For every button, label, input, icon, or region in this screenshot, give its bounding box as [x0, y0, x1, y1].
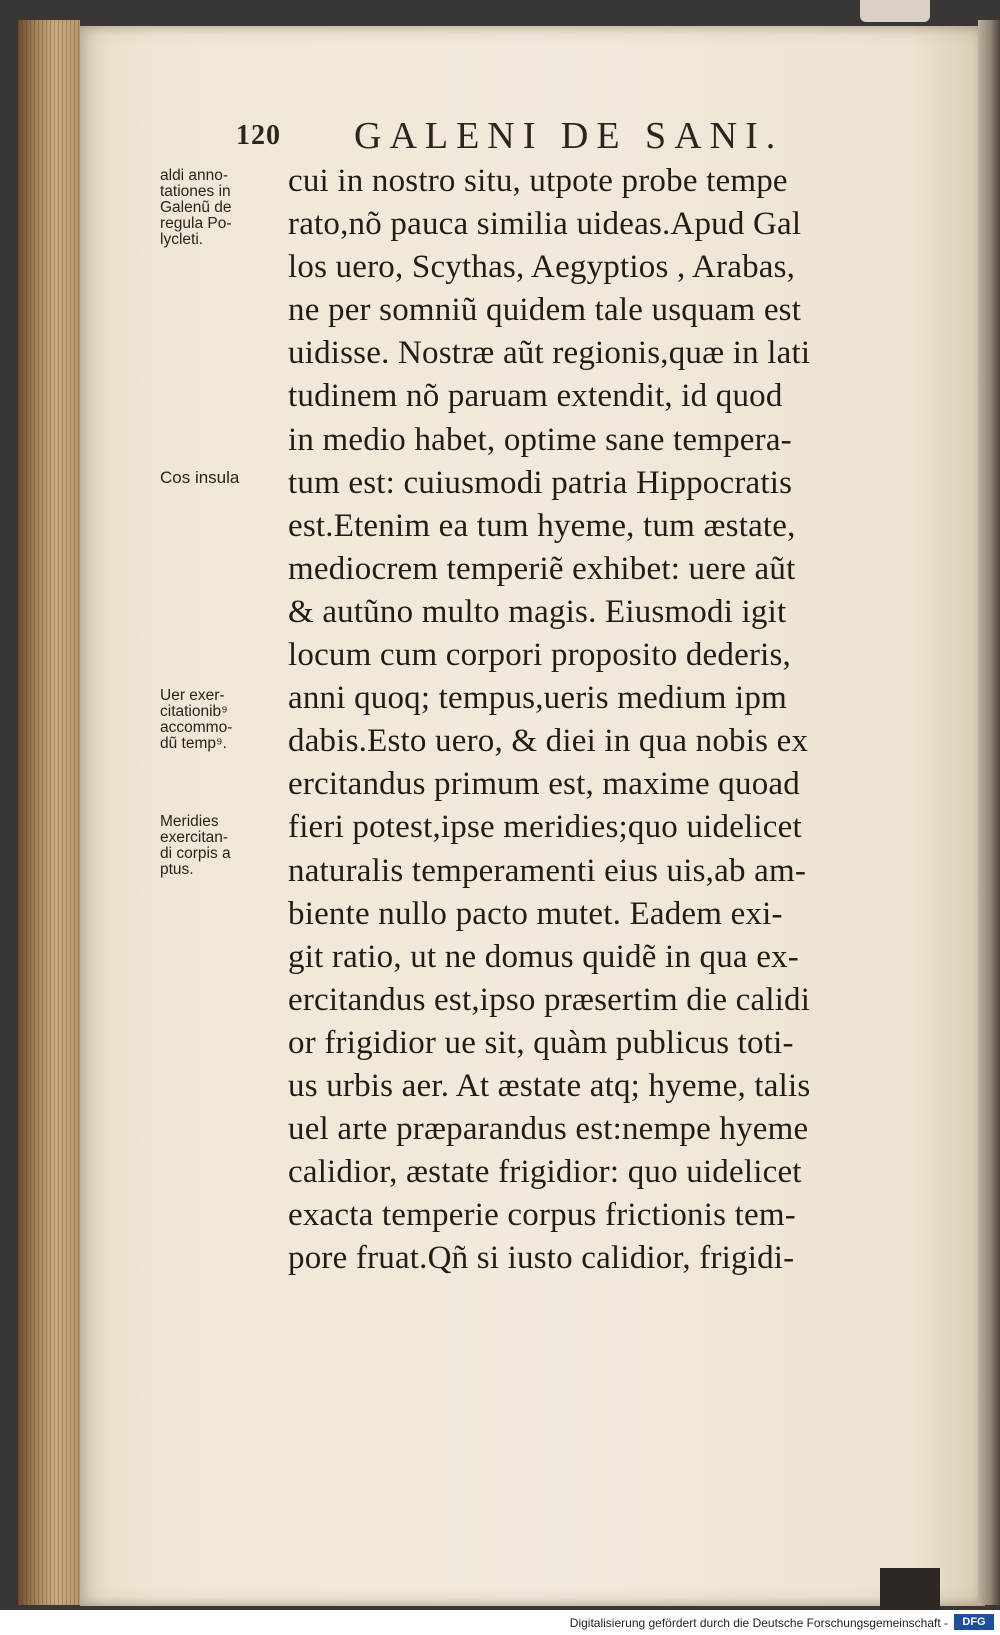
text-line: fieri potest,ipse meridies;quo uidelicet [288, 809, 802, 846]
footer-bar [0, 1610, 1000, 1635]
text-line: pore fruat.Qñ si iusto calidior, frigidi- [288, 1240, 795, 1277]
page-number: 120 [236, 120, 281, 151]
marginal-note-line: ptus. [160, 861, 194, 878]
text-line: or frigidior ue sit, quàm publicus toti- [288, 1024, 794, 1061]
marginal-note [160, 470, 288, 486]
text-line: anni quoq; tempus,ueris medium ipm [288, 680, 787, 717]
dfg-logo: DFG [954, 1614, 994, 1630]
text-line: tum est: cuiusmodi patria Hippocratis [288, 464, 793, 501]
text-line: in medio habet, optime sane tempera- [288, 421, 792, 458]
text-line: cui in nostro situ, utpote probe tempe [288, 163, 788, 199]
text-line: est.Etenim ea tum hyeme, tum æstate, [288, 507, 796, 544]
marginal-note-line: Meridies [160, 813, 219, 830]
marginal-note-line: Cos insula [160, 468, 240, 487]
text-line: dabis.Esto uero, & diei in qua nobis ex [288, 723, 809, 760]
marginal-note-line: accommo- [160, 719, 233, 736]
text-line: ercitandus est,ipso præsertim die calidi [288, 981, 811, 1018]
marginal-note-line: Galenũ de [160, 199, 232, 216]
text-line: biente nullo pacto mutet. Eadem exi- [288, 895, 783, 932]
text-line: uidisse. Nostræ aũt regionis,quæ in lati [288, 335, 811, 372]
marginal-note [160, 814, 288, 878]
text-line: los uero, Scythas, Aegyptios , Arabas, [288, 249, 796, 286]
marginal-note-line: di corpis a [160, 845, 231, 862]
text-line: mediocrem temperiẽ exhibet: uere aũt [288, 550, 796, 587]
marginal-note [160, 168, 288, 248]
book-spine [18, 20, 80, 1605]
text-line: uel arte præparandus est:nempe hyeme [288, 1111, 809, 1148]
text-line: naturalis temperamenti eius uis,ab am- [288, 852, 807, 889]
page-corner-top [860, 0, 930, 22]
marginal-note-line: citationib⁹ [160, 703, 228, 720]
marginal-note-line: tationes in [160, 183, 231, 200]
marginal-note-line: Uer exer- [160, 687, 225, 704]
text-line: rato,nõ pauca similia uideas.Apud Gal [288, 206, 802, 243]
text-line: git ratio, ut ne domus quidẽ in qua ex- [288, 938, 799, 975]
marginal-note-line: exercitan- [160, 829, 229, 846]
text-line: us urbis aer. At æstate atq; hyeme, talis [288, 1067, 811, 1104]
text-line: tudinem nõ paruam extendit, id quod [288, 378, 783, 415]
text-line: locum cum corpori proposito dederis, [288, 637, 792, 674]
marginal-note-line: regula Po- [160, 215, 232, 232]
running-head [236, 114, 876, 158]
text-line: ercitandus primum est, maxime quoad [288, 766, 800, 803]
page-edge [978, 20, 1000, 1605]
marginal-note-line: dũ temp⁹. [160, 735, 227, 752]
text-line: ne per somniũ quidem tale usquam est [288, 292, 802, 329]
marginal-note-line: lycleti. [160, 231, 204, 248]
body-text [288, 160, 908, 1280]
running-title: GALENI DE SANI. [354, 115, 784, 157]
marginal-note [160, 688, 288, 752]
text-line: & autũno multo magis. Eiusmodi igit [288, 593, 787, 630]
marginal-note-line: aldi anno- [160, 167, 229, 184]
text-line: exacta temperie corpus frictionis tem- [288, 1197, 796, 1234]
funding-credit: Digitalisierung gefördert durch die Deutsche Forschungsgemeinschaft - [569, 1616, 948, 1630]
text-line: calidior, æstate frigidior: quo uidelicet [288, 1154, 802, 1191]
page-corner-bottom [880, 1568, 940, 1610]
